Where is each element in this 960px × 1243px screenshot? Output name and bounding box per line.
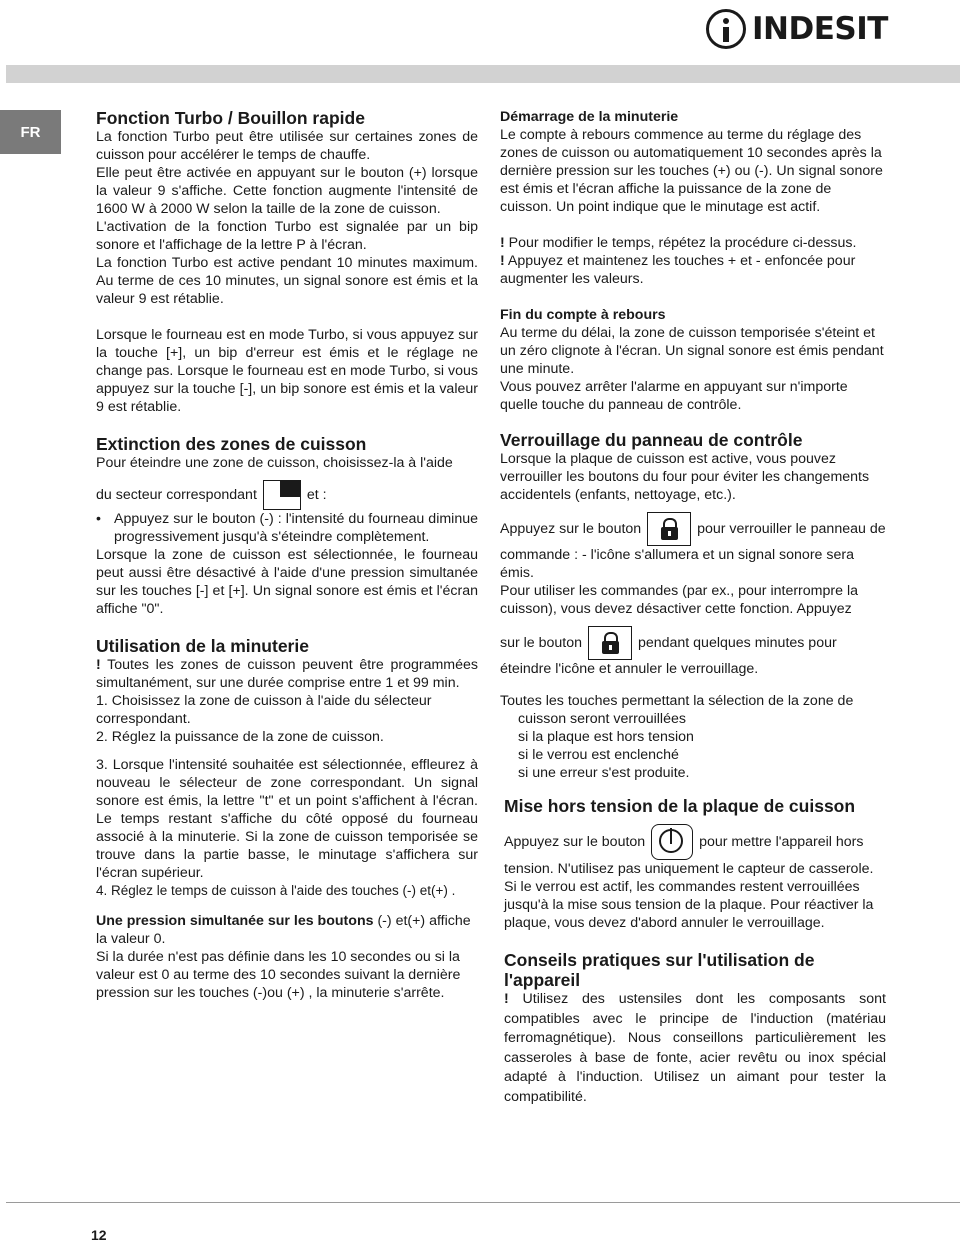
zone-selector-icon — [263, 480, 301, 510]
verrouillage-p1: Lorsque la plaque de cuisson est active, vous pouvez verrouiller les boutons du four pour éviter les changements accidentels (enfants, nettoyage, etc.). — [500, 451, 870, 503]
warning-mark: ! — [96, 657, 101, 673]
turbo-p5: Lorsque le fourneau est en mode Turbo, si vous appuyez sur la touche [+], un bip d'erreur est émis et le réglage ne change pas. Lorsque le fourneau est en mode Turbo, si vous appuyez sur la touche [-], un bip sonore est émis et la valeur 9 est rétablie. — [96, 327, 478, 415]
list-item: cuisson seront verrouillées — [518, 711, 686, 727]
verrouillage-p2-text-end: pour verrouiller le panneau de commande : - l'icône s'allumera et un signal sonore sera émis. — [500, 520, 886, 581]
hors-tension-p2: Si le verrou est actif, les commandes restent verrouillées jusqu'à la mise sous tension de la plaque. Pour réactiver la plaque, vous devez d'abord annuler le verrouillage. — [504, 879, 874, 931]
footer-divider — [6, 1202, 960, 1203]
conseils-p1 — [504, 990, 886, 1107]
minuterie-p6 — [96, 912, 478, 948]
list-item: si le verrou est enclenché — [518, 747, 679, 763]
indesit-logo-icon — [706, 9, 746, 49]
lock-conditions-list — [500, 710, 886, 782]
hors-tension-p1-text: Appuyez sur le bouton — [504, 833, 646, 850]
extinction-p1: Pour éteindre une zone de cuisson, choisissez-la à l'aide — [96, 455, 453, 471]
indesit-logo — [706, 6, 888, 52]
warning-mark: ! — [500, 253, 505, 269]
minuterie-p6-text: (-) et(+) affiche la valeur 0. — [96, 913, 471, 947]
section-title-turbo: Fonction Turbo / Bouillon rapide — [96, 108, 365, 128]
lock-icon — [647, 512, 691, 546]
minuterie-p4: 3. Lorsque l'intensité souhaitée est sélectionnée, effleurez à nouveau le sélecteur de zone correspondant. Un signal sonore est émis, la lettre "t" et un point s'affichent à l'écran. Le temps restant s'affiche du côté opposé du fourneau associé à la minuterie. Si la zone de cuisson temporisée se trouve dans la partie basse, le minutage s'affichera sur l'écran supérieur. — [96, 757, 478, 881]
language-tab: FR — [0, 110, 61, 154]
right-column — [500, 108, 886, 1107]
verrouillage-p4-text-end: pendant quelques minutes pour éteindre l'icône et annuler le verrouillage. — [500, 634, 837, 677]
verrouillage-p2 — [500, 512, 886, 582]
lock-icon — [588, 626, 632, 660]
minuterie-p5: 4. Réglez le temps de cuisson à l'aide des touches (-) et(+) . — [96, 883, 456, 898]
verrouillage-p2-text: Appuyez sur le bouton — [500, 520, 642, 537]
section-title-conseils: Conseils pratiques sur l'utilisation de l'appareil — [504, 950, 815, 990]
turbo-p1: La fonction Turbo peut être utilisée sur certaines zones de cuisson pour accélérer le temps de chauffe. — [96, 129, 478, 163]
warning-mark: ! — [500, 235, 505, 251]
fin-p2: Vous pouvez arrêter l'alarme en appuyant sur n'importe quelle touche du panneau de contrôle. — [500, 379, 848, 413]
section-title-extinction: Extinction des zones de cuisson — [96, 434, 367, 454]
section-title-verrouillage: Verrouillage du panneau de contrôle — [500, 430, 803, 450]
extinction-bullet — [96, 510, 478, 546]
extinction-p2 — [96, 480, 478, 510]
verrouillage-p4 — [500, 626, 886, 678]
warning-mark: ! — [504, 991, 509, 1007]
demarrage-n1 — [500, 234, 886, 252]
section-title-fin: Fin du compte à rebours — [500, 307, 666, 323]
conseils-p1-text: Utilisez des ustensiles dont les composants sont compatibles avec le principe de l'induction (matériau ferromagnétique). Nous conseillons particulièrement les casseroles à base de fonte, acier revêtu ou inox spécial adapté à l'induction. Utilisez un aimant pour tester la compatibilité. — [504, 991, 886, 1105]
demarrage-n2 — [500, 252, 886, 288]
minuterie-p6-bold: Une pression simultanée sur les boutons — [96, 913, 374, 929]
list-item: si une erreur s'est produite. — [518, 765, 690, 781]
extinction-p2-text: du secteur correspondant — [96, 486, 257, 503]
turbo-p4: La fonction Turbo est active pendant 10 minutes maximum. Au terme de ces 10 minutes, un signal sonore est émis et la valeur 9 est rétablie. — [96, 255, 478, 307]
brand-name: INDESIT — [752, 11, 888, 47]
verrouillage-p3: Pour utiliser les commandes (par ex., pour interrompre la cuisson), vous devez désactiver cette fonction. Appuyez — [500, 583, 858, 617]
extinction-bullet-text: Appuyez sur le bouton (-) : l'intensité du fourneau diminue progressivement jusqu'à s'éteindre complètement. — [114, 511, 478, 545]
minuterie-p1 — [96, 656, 478, 692]
hors-tension-p1 — [504, 824, 886, 878]
extinction-p3: Lorsque la zone de cuisson est sélectionnée, le fourneau peut aussi être désactivé à l'aide d'une pression simultanée sur les touches [-] et [+]. Un signal sonore est émis et l'écran affiche "0". — [96, 547, 478, 617]
power-icon — [651, 824, 693, 860]
fin-p1: Au terme du délai, la zone de cuisson temporisée s'éteint et un zéro clignote à l'écran. Un signal sonore est émis pendant une minute. — [500, 325, 884, 377]
section-title-hors-tension: Mise hors tension de la plaque de cuisson — [504, 796, 856, 816]
demarrage-n1-text: Pour modifier le temps, répétez la procédure ci-dessus. — [504, 235, 857, 251]
minuterie-p2: 1. Choisissez la zone de cuisson à l'aide du sélecteur correspondant. — [96, 693, 432, 727]
verrouillage-p4-text: sur le bouton — [500, 634, 583, 651]
header-bar — [6, 65, 960, 83]
demarrage-p1: Le compte à rebours commence au terme du réglage des zones de cuisson ou automatiquement 10 secondes après la dernière pression sur les touches (+) ou (-). Un signal sonore est émis et l'écran affiche la puissance de la zone de cuisson. Un point indique que le minutage est actif. — [500, 127, 883, 215]
left-column — [96, 108, 478, 1002]
section-title-minuterie: Utilisation de la minuterie — [96, 636, 309, 656]
minuterie-p3: 2. Réglez la puissance de la zone de cuisson. — [96, 729, 384, 745]
extinction-p2-text-end: et : — [306, 486, 327, 503]
turbo-p3: L'activation de la fonction Turbo est signalée par un bip sonore et l'affichage de la lettre P à l'écran. — [96, 219, 478, 253]
hors-tension-p1-text-end: pour mettre l'appareil hors tension. N'utilisez pas uniquement le capteur de casserole. — [504, 833, 874, 877]
section-title-demarrage: Démarrage de la minuterie — [500, 109, 679, 125]
verrouillage-p5: Toutes les touches permettant la sélection de la zone de — [500, 693, 854, 709]
list-item: si la plaque est hors tension — [518, 729, 694, 745]
minuterie-p7: Si la durée n'est pas définie dans les 10 secondes ou si la valeur est 0 au terme des 10 secondes suivant la dernière pression sur les touches (-)ou (+) , la minuterie s'arrête. — [96, 949, 461, 1001]
demarrage-n2-text: Appuyez et maintenez les touches + et - enfoncée pour augmenter les valeurs. — [500, 253, 856, 287]
page-number: 12 — [91, 1227, 107, 1243]
turbo-p2: Elle peut être activée en appuyant sur le bouton (+) lorsque la valeur 9 s'affiche. Cette fonction augmente l'intensité de 1600 W à 2000 W selon la taille de la zone de cuisson. — [96, 165, 478, 217]
minuterie-p1-text: Toutes les zones de cuisson peuvent être programmées simultanément, sur une durée comprise entre 1 et 99 min. — [96, 657, 478, 691]
bullet-icon: • — [96, 511, 101, 527]
